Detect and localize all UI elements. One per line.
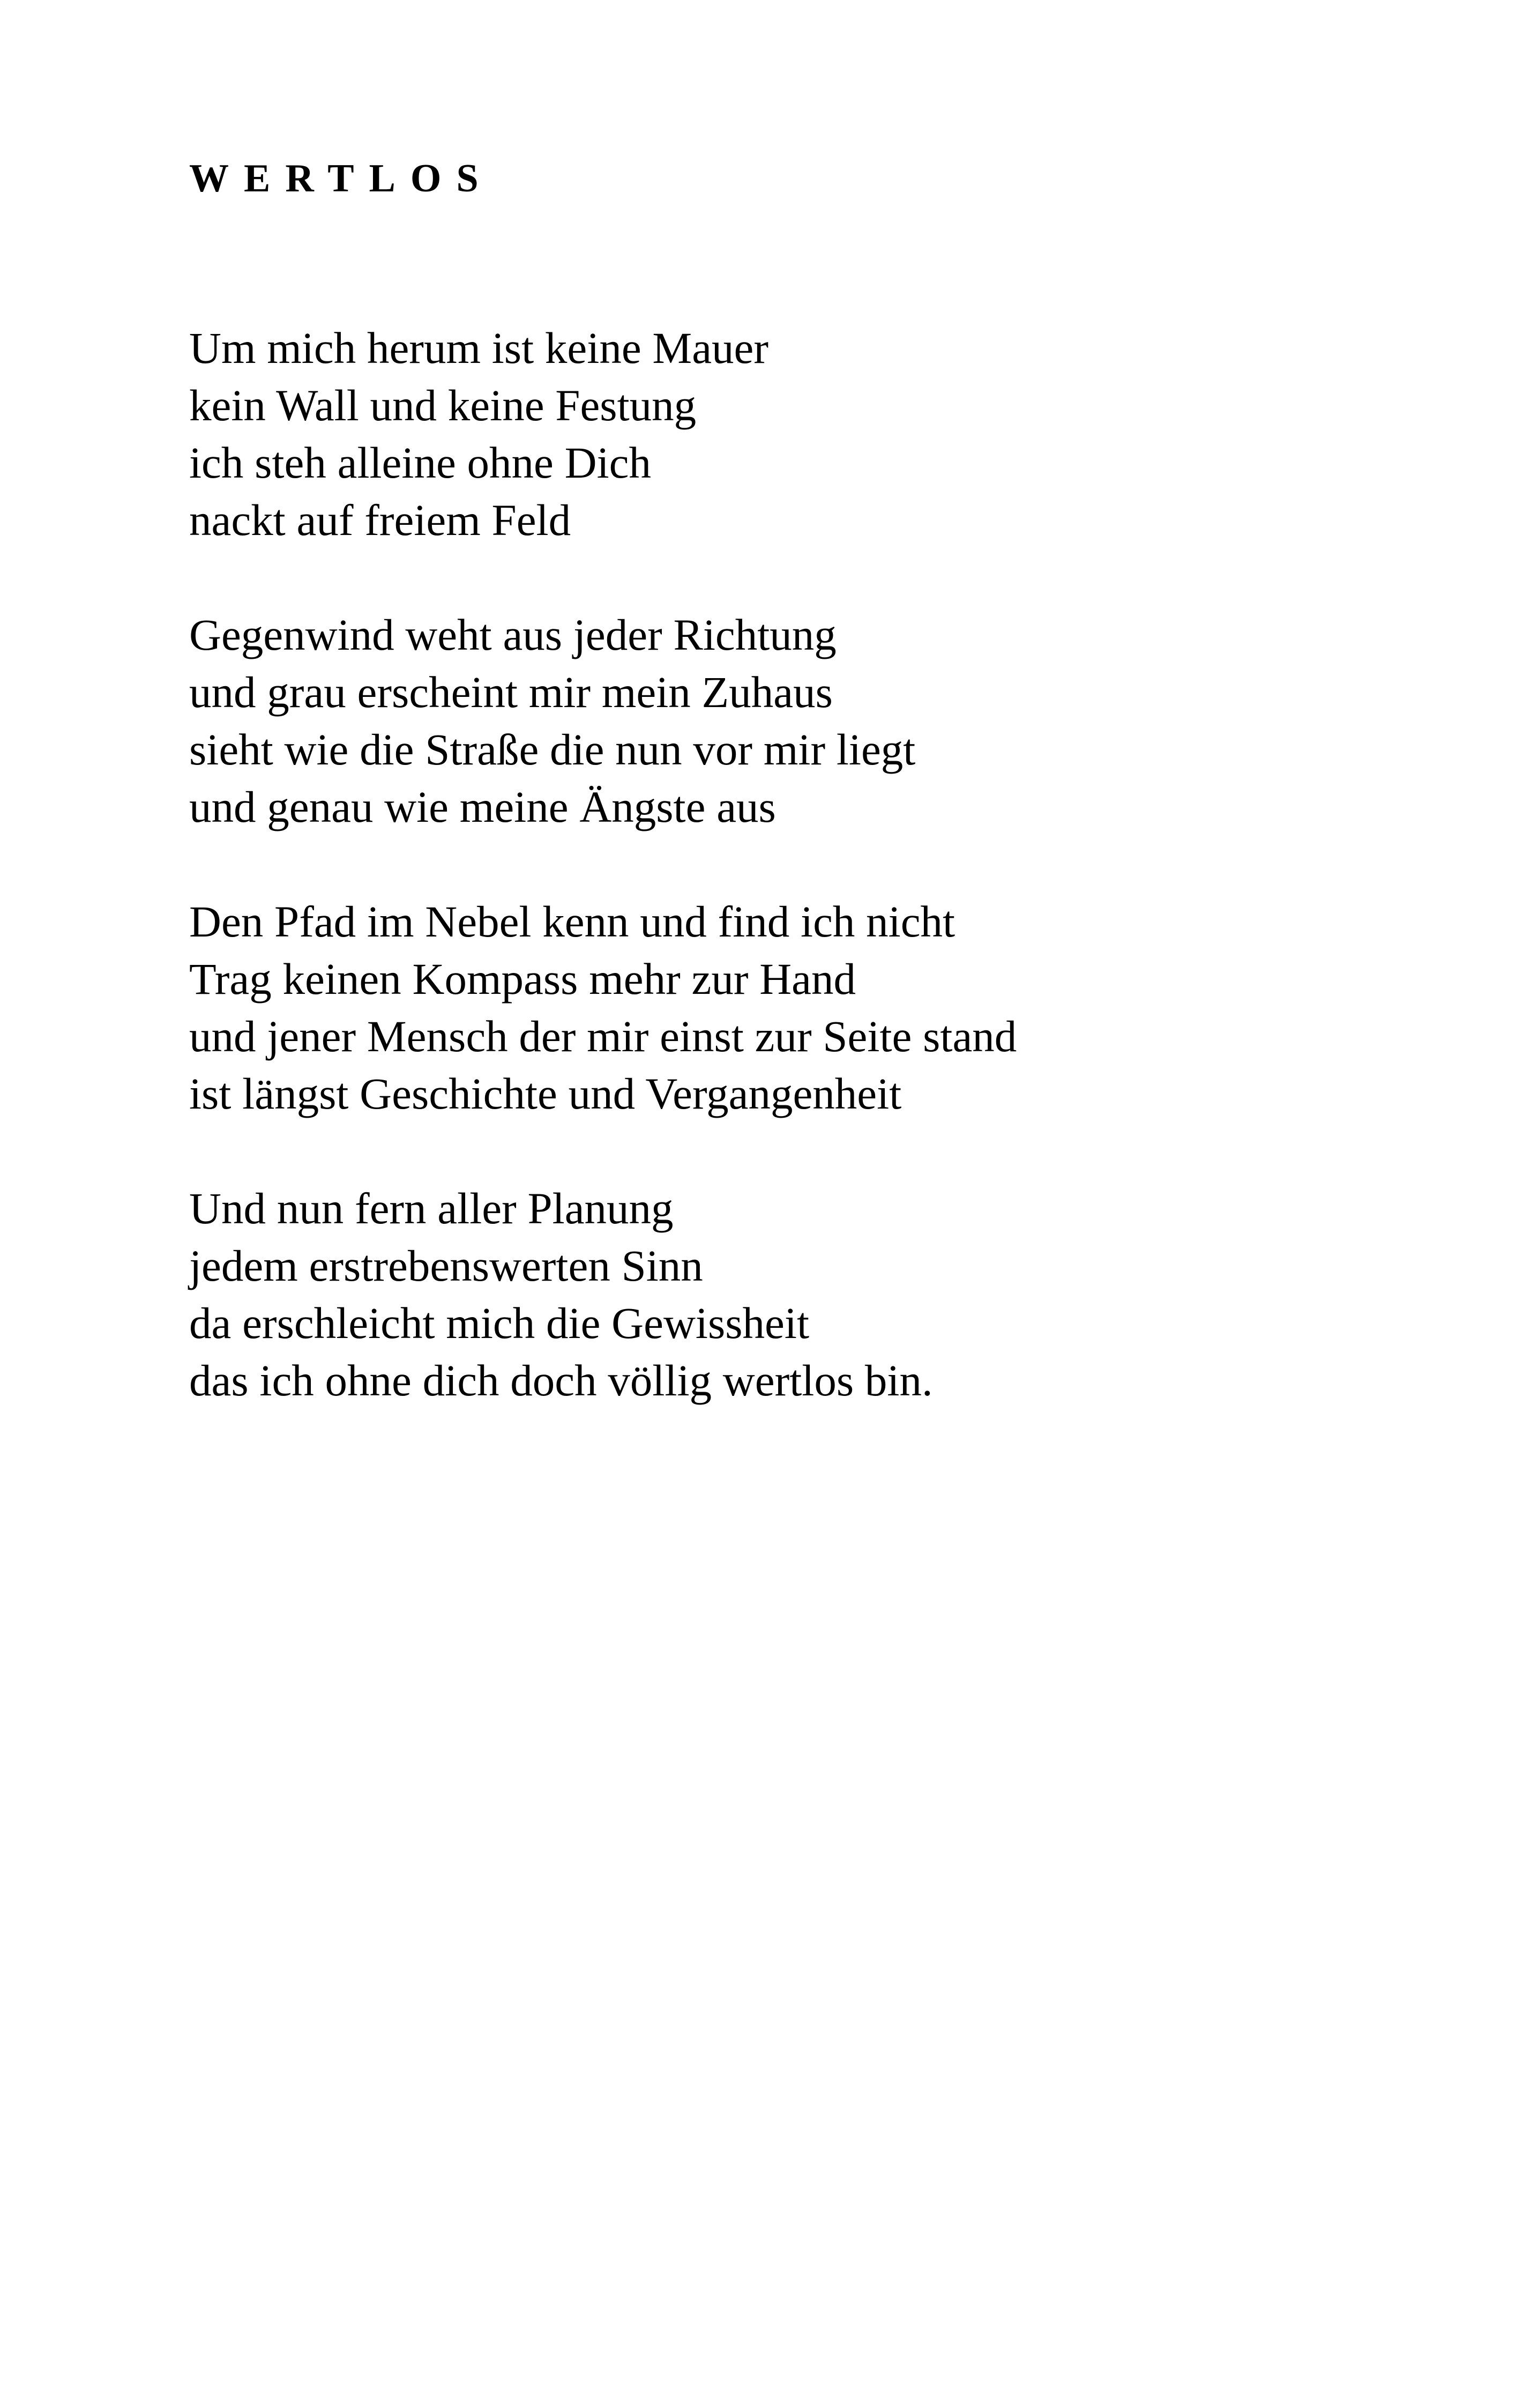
poem-title: WERTLOS <box>189 157 494 200</box>
poem-line: Und nun fern aller Planung <box>189 1184 674 1233</box>
poem-line: ich steh alleine ohne Dich <box>189 438 651 487</box>
poem-line: Gegenwind weht aus jeder Richtung <box>189 610 837 659</box>
stanza-2 <box>189 606 1422 836</box>
poem-line: und genau wie meine Ängste aus <box>189 782 776 831</box>
poem-body <box>189 319 1422 1467</box>
poem-line: jedem erstrebenswerten Sinn <box>189 1241 703 1290</box>
poem-line: sieht wie die Straße die nun vor mir liegt <box>189 725 916 774</box>
poem-line: Den Pfad im Nebel kenn und find ich nicht <box>189 897 955 946</box>
poem-line: Um mich herum ist keine Mauer <box>189 323 769 373</box>
poem-line: Trag keinen Kompass mehr zur Hand <box>189 954 856 1004</box>
poem-line: und jener Mensch der mir einst zur Seite stand <box>189 1012 1017 1061</box>
poem-line: nackt auf freiem Feld <box>189 495 571 545</box>
poem-line: und grau erscheint mir mein Zuhaus <box>189 667 833 717</box>
poem-line: ist längst Geschichte und Vergangenheit <box>189 1069 902 1118</box>
poem-line: kein Wall und keine Festung <box>189 381 697 430</box>
poem-line: da erschleicht mich die Gewissheit <box>189 1298 810 1348</box>
stanza-3 <box>189 893 1422 1123</box>
stanza-1 <box>189 319 1422 549</box>
stanza-4 <box>189 1180 1422 1409</box>
poem-line: das ich ohne dich doch völlig wertlos bin. <box>189 1356 933 1405</box>
